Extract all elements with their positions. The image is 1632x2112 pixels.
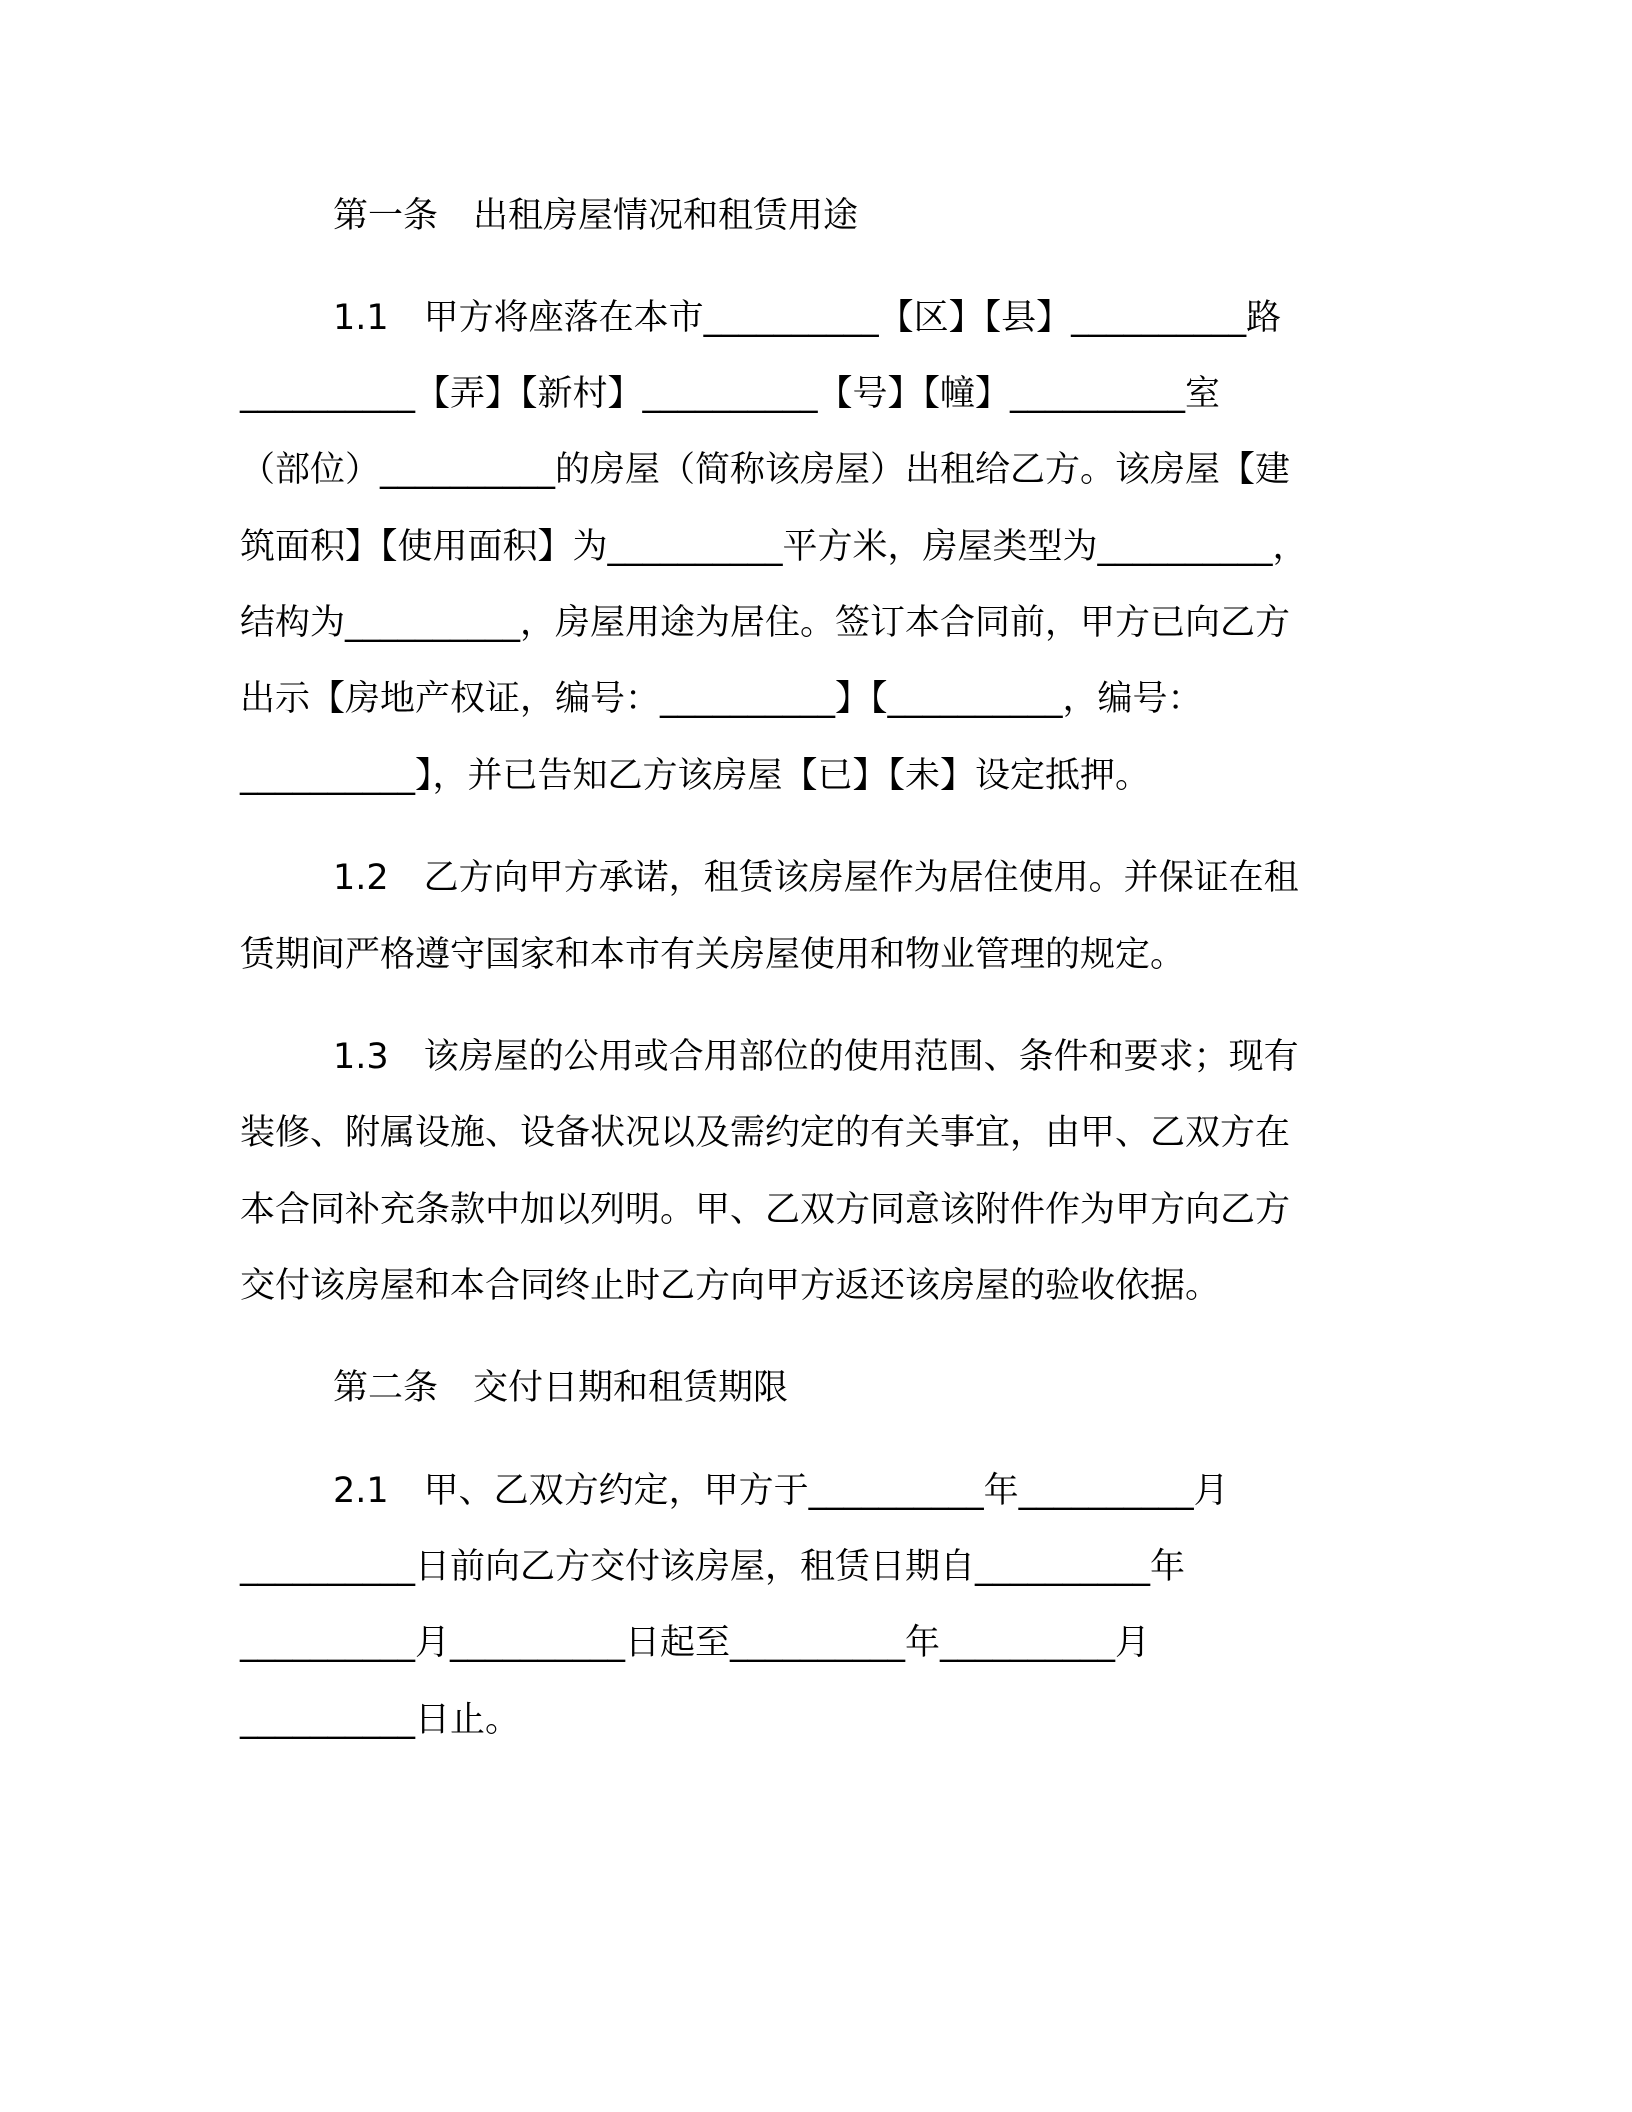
clause-2-1-line-3: __________月__________日起至__________年__________月 [240,1623,1151,1663]
clause-1-3-line-1: 1.3 该房屋的公用或合用部位的使用范围、条件和要求；现有 [333,1037,1299,1077]
clause-2-1-line-2: __________日前向乙方交付该房屋，租赁日期自__________年 [240,1547,1186,1587]
clause-2-1-line-1: 2.1 甲、乙双方约定，甲方于__________年__________月 [333,1471,1229,1511]
clause-1-3-line-4: 交付该房屋和本合同终止时乙方向甲方返还该房屋的验收依据。 [240,1266,1221,1306]
clause-1-3-line-2: 装修、附属设施、设备状况以及需约定的有关事宜，由甲、乙双方在 [240,1113,1291,1153]
clause-1-2-line-2: 赁期间严格遵守国家和本市有关房屋使用和物业管理的规定。 [240,935,1186,975]
clause-1-1-line-2: __________【弄】【新村】__________【号】【幢】__________室 [240,374,1221,414]
clause-1-1-line-3: （部位）__________的房屋（简称该房屋）出租给乙方。该房屋【建 [240,450,1291,490]
clause-1-3-line-3: 本合同补充条款中加以列明。甲、乙双方同意该附件作为甲方向乙方 [240,1190,1291,1230]
article-1-title: 第一条 出租房屋情况和租赁用途 [333,196,859,236]
clause-1-1-line-5: 结构为__________，房屋用途为居住。签订本合同前，甲方已向乙方 [240,603,1291,643]
clause-1-2-line-1: 1.2 乙方向甲方承诺，租赁该房屋作为居住使用。并保证在租 [333,858,1299,898]
clause-1-1-line-7: __________】，并已告知乙方该房屋【已】【未】设定抵押。 [240,756,1151,796]
article-2-title: 第二条 交付日期和租赁期限 [333,1368,789,1408]
clause-1-1-line-6: 出示【房地产权证，编号：__________】【__________，编号： [240,679,1203,719]
clause-1-1-line-1: 1.1 甲方将座落在本市__________【区】【县】__________路 [333,298,1282,338]
clause-1-1-line-4: 筑面积】【使用面积】为__________平方米，房屋类型为__________， [240,527,1308,567]
clause-2-1-line-4: __________日止。 [240,1700,521,1740]
